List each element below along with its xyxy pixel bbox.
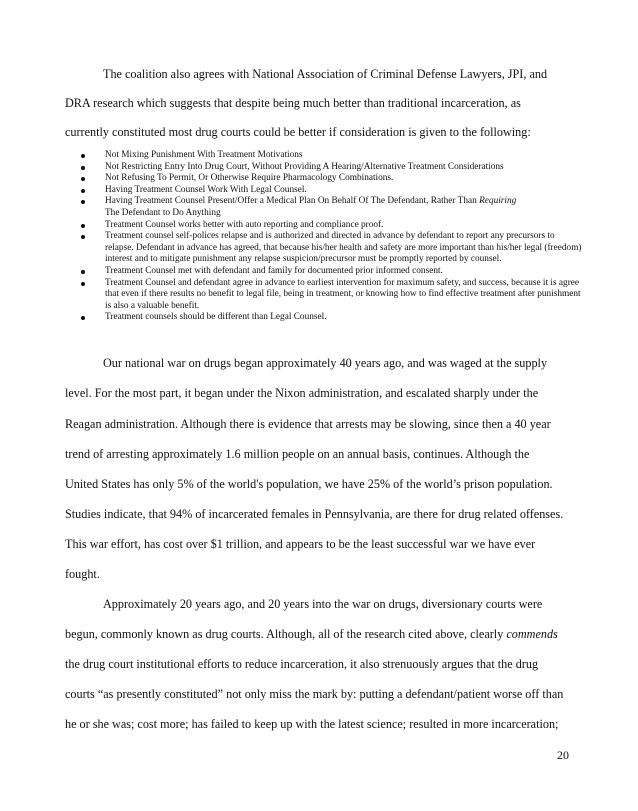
list-item: Treatment Counsel met with defendant and family for documented prior informed consent. (78, 266, 583, 278)
paragraph-1-line-2: DRA research which suggests that despite being much better than traditional incarceration, as (65, 96, 521, 110)
emphasis-commends: commends (506, 627, 558, 641)
bullet-icon (81, 189, 85, 193)
paragraph-3-line-3: the drug court institutional efforts to reduce incarceration, it also strenuously argues that the drug (65, 657, 539, 671)
page-number: 20 (557, 748, 569, 762)
bullet-icon (81, 270, 85, 274)
list-item: Not Refusing To Permit, Or Otherwise Require Pharmacology Combinations. (78, 173, 583, 185)
emphasis-requiring: Requiring (479, 196, 517, 207)
bullet-icon (81, 316, 85, 320)
bullet-icon (81, 224, 85, 228)
bullet-icon (81, 154, 85, 158)
list-item: Treatment Counsel and defendant agree in advance to earliest intervention for maximum safety, and success, because it is agree that even if there results no benefit to legal file, being in treatment, or knowing how to find effective treatment after punishment is also a valuable benefit. (78, 278, 583, 313)
paragraph-2-line-8: fought. (65, 567, 100, 581)
paragraph-1-line-3: currently constituted most drug courts could be better if consideration is given to the following: (65, 125, 531, 139)
paragraph-3-line-2: begun, commonly known as drug courts. Although, all of the research cited above, clearly commends (65, 627, 558, 641)
paragraph-2-line-2: level. For the most part, it began under the Nixon administration, and escalated sharply under the (65, 386, 539, 400)
bullet-icon (81, 235, 85, 239)
paragraph-1-line-1: The coalition also agrees with National Association of Criminal Defense Lawyers, JPI, and (103, 67, 548, 81)
paragraph-2-line-4: trend of arresting approximately 1.6 million people on an annual basis, continues. Although the (65, 447, 530, 461)
bullet-icon (81, 282, 85, 286)
list-item: Not Restricting Entry Into Drug Court, Without Providing A Hearing/Alternative Treatment Considerations (78, 162, 583, 174)
list-item: Treatment counsel self-polices relapse and is authorized and directed in advance by defendant to report any precursors to relapse. Defendant in advance has agreed, that because his/her health and safety are more important than his/her legal (freedom) interest and to mitigate punishment any relapse suspicion/precursor must be promptly reported by counsel. (78, 231, 583, 266)
paragraph-2-line-1: Our national war on drugs began approximately 40 years ago, and was waged at the supply (103, 356, 548, 370)
paragraph-3-line-5: he or she was; cost more; has failed to keep up with the latest science; resulted in more incarceration; (65, 717, 559, 731)
bullet-icon (81, 166, 85, 170)
list-item: Not Mixing Punishment With Treatment Motivations (78, 150, 583, 162)
list-item: Treatment Counsel works better with auto reporting and compliance proof. (78, 220, 583, 232)
bullet-list (78, 150, 583, 324)
paragraph-2-line-7: This war effort, has cost over $1 trillion, and appears to be the least successful war we have ever (65, 537, 536, 551)
bullet-icon (81, 177, 85, 181)
paragraph-2-line-6: Studies indicate, that 94% of incarcerated females in Pennsylvania, are there for drug related offenses. (65, 507, 564, 521)
paragraph-3-line-1: Approximately 20 years ago, and 20 years into the war on drugs, diversionary courts were (103, 597, 543, 611)
paragraph-2-line-5: United States has only 5% of the world's population, we have 25% of the world’s prison population. (65, 477, 553, 491)
paragraph-3-line-4: courts “as presently constituted” not only miss the mark by: putting a defendant/patient worse off than (65, 687, 564, 701)
paragraph-2-line-3: Reagan administration. Although there is evidence that arrests may be slowing, since then a 40 year (65, 417, 551, 431)
list-item: Having Treatment Counsel Work With Legal Counsel. (78, 185, 583, 197)
list-item: Treatment counsels should be different than Legal Counsel. (78, 312, 583, 324)
list-item: Having Treatment Counsel Present/Offer a Medical Plan On Behalf Of The Defendant, Rather Than Requiring The Defendant to Do Anything (78, 196, 583, 219)
bullet-icon (81, 200, 85, 204)
